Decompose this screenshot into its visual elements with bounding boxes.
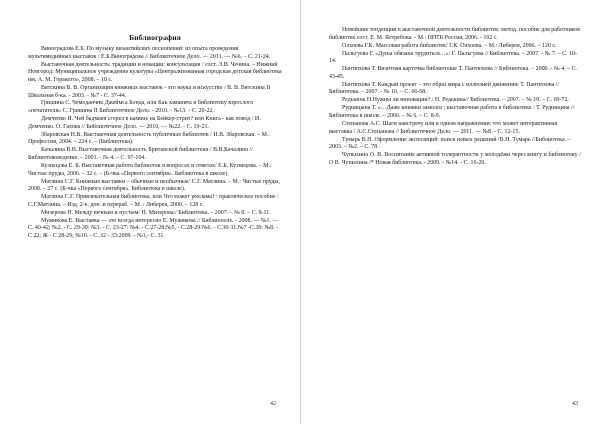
bibliography-entry: Матлина С.Г. Книжные выставки – обычные и необычные/ С.Г. Матлина. – М.: Чистые пруды, 2008. – 27 с. (Б-чка «Первого сентября». Библиотека в школе). <box>28 178 280 193</box>
bibliography-entry: Демченко И. Чей бадмаев сгорел в камине на Бейкер-стрит? или Книга - как повод / И. Демченко. О. Гахова // Библиотечное Дело. — 2010. — №22. - С. 19-21. <box>28 116 261 130</box>
bibliography-entry: Вятскина В. В. Организация книжных выставок - это наука и искусство / В. В. Вятскина II Школьная б-ка. - 2003. - №7 - С. 37-44. <box>28 84 271 99</box>
bibliography-entry: Редькина Н.Нужны ли инновации? / Н. Редькина// Библиотека. – 2007. – № 10. – С. 69-72. <box>342 97 569 104</box>
bibliography-entry: Чупыхина О. В. Воспитание активной толерантности у молодёжи через книгу и библиотеку / О В. Чупыхина /* Новая библиотека. - 2009. - №14. - С. 16-20. <box>329 152 581 166</box>
bibliography-entry: Качалина В.В. Выставочная деятельность Британской библиотеки / В.В.Качалина // Библиотековедение. – 2001. - № 4. – С. 97-104. <box>28 147 253 161</box>
bibliography-title: Библиография <box>129 33 181 42</box>
bibliography-entry: Степанова А.С. Шаги навстречу или в одном направлении: что может интерактивная выставка / А.С.Степанова // Библиотечное Дело. — 2011. — №8. - С. 12-15. <box>329 120 558 135</box>
bibliography-entry: Пантюхова Т. Визитная карточка библиотеки/ Т. Пантюхова // Библиотека. – 2000. - № 4. – С. 43-45. <box>329 66 577 80</box>
bibliography-entry: Кузнецова Е. Б. Выставочная работа библиотек в вопросах и ответах/ Е.Б. Кузнецова. – М.: Чистые пруды, 2006. – 32 с. – (Б-чка «Первого сентября». Библиотека в школе). <box>28 162 272 177</box>
bibliography-entry: Пантюхова Т. Каждый проект – это образ мира с иллюзией движения/ Т. Пантюхова // Библиотека. – 2007. - № 10. – С. 66-68. <box>329 81 559 96</box>
bibliography-entry: Выставочная деятельность: традиции и новации: консультация / сост. Э.В. Чечина. – Нижний Новгород: Муниципальное учреждение культуры «Централизованная городская детская библиотека им. А. М. Горького», 2008. – 18 с. <box>28 61 282 83</box>
page-number-right: 43 <box>572 401 578 407</box>
bibliography-entry: Тумарь В.Н. Оформление экспозиций: поиск новых решений /В.Н. Тумарь //Библиотека. – 2003. – №2. – С. 78 . <box>329 136 571 151</box>
bibliography-entry: Збаровская Н.В. Выставочная деятельность публичных библиотек / Н.В. Збаровская. – М.: Профессия, 2004. – 224 с. – (Библиотека). <box>28 131 270 146</box>
bibliography-entry: Виноградова Е.Б. По музыку византийских песнопений: из опыта проведения мультимедийных выставок / Е.Б.Виноградова // Библиотечное Дело. — 2011. — №6. – С. 21-24. <box>28 46 271 60</box>
bibliography-entry: Матлина С.Г. Привлекательная библиотека, или Что может реклама? : практическое пособие / С.Г.Матлина. – Изд. 2-е, доп. и перераб. – М. : Либерея, 2000. – 128 с. <box>28 194 279 208</box>
page-number-left: 42 <box>270 401 276 407</box>
bibliography-entry: Мизерова Н. Между вечным и пустым/ Н. Мизерова// Библиотека. – 2007. – № 8. – С. 8-11. <box>41 209 271 216</box>
bibliography-entry: Новейшие тенденции в выставочной деятельности библиотек: метод. пособие для работников библиотек сост. Е. М. Ястребова. - М.: ПНТБ Россия, 2006. - 102 с. <box>329 27 581 41</box>
bibliography-entry: Гришина С. Чемоданчик Джеймса Бонда, или Как заманить в библиотеку взрослого «печатателя» С. Гришина II Библиотечное Дело. - 2010. - №13. - С. 20-22. <box>28 100 254 115</box>
right-page <box>301 0 600 424</box>
left-page-content <box>28 33 282 241</box>
bibliography-entry: Мужикова Е. Выставка — это всегда интересно Е. Мужикова // Библиополе. - 2008. — №1. — С. 40-42; №2. - С. 29-30: №3. - С. 23-27: №4. - С.27-28;№5, - С.28-29:№6. - С.30-31;№7 -С.30: №8. - С 22; Ж - С 28-29; №10. - С. 32 - 33:2009. - №1,- С. 31. <box>28 217 279 240</box>
bibliography-entry: Олхоева Г.К. Массовая работа библиотек/ Г.К. Олхоева. – М.: Либерея, 2006. – 120 с. <box>342 42 557 49</box>
bibliography-entry: Рудницына Т. «…Даже книжки замолоз : выставочная работа в библиотеке / Т. Рудницина // Библиотека в школе. – 2000. – № 6. – С. 8-9. <box>329 105 575 119</box>
right-page-content <box>329 27 581 168</box>
bibliography-entry: Пальгуева Г. «Душа обязана трудиться…»/ Г. Пальгуева // Библиотека. – 2007. - № 7. – С. 10-14. <box>329 50 577 65</box>
